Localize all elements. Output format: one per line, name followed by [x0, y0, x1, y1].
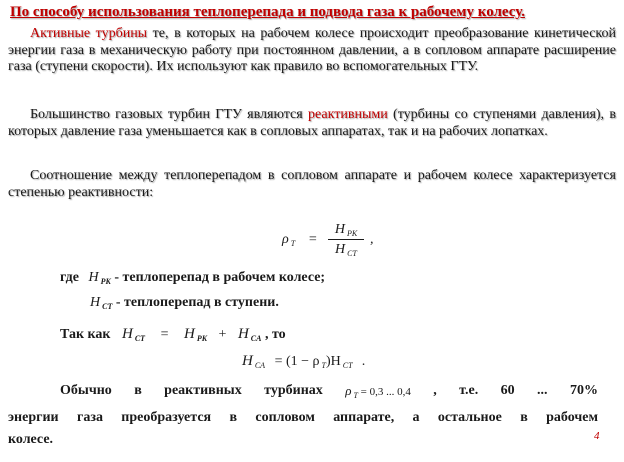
hpk-symbol: H [88, 270, 99, 285]
where-word: где [60, 270, 79, 285]
then-word: , то [264, 327, 286, 342]
hpk-term: H [183, 326, 195, 342]
since-equation [60, 326, 286, 343]
since-word: Так как [60, 327, 111, 342]
hct-term-subscript: CT [134, 334, 146, 343]
hca-term-subscript: CA [250, 334, 262, 343]
hca-ct-subscript: CT [342, 361, 353, 370]
paragraph-reactive-turbines [8, 107, 616, 140]
numerator-symbol: H [334, 222, 345, 237]
hca-subscript: CA [254, 361, 266, 370]
hct-term: H [121, 326, 133, 342]
fraction [328, 222, 364, 258]
active-turbines-term: Активные турбины [30, 26, 148, 41]
reactivity-range [345, 380, 411, 407]
denominator-subscript: CT [347, 249, 357, 258]
word-ie: т.е. [459, 383, 479, 398]
hca-rhs2: )H [325, 354, 341, 369]
range-rho-sub: T [353, 391, 358, 400]
word-reactive: реактивных [164, 383, 242, 398]
numerator-subscript: PK [346, 229, 358, 238]
hca-rho-subscript: T [321, 361, 326, 370]
paragraph-conclusion [8, 380, 598, 451]
hct-subscript: CT [102, 302, 113, 311]
formula-comma: , [370, 232, 374, 247]
plus-sign: + [218, 327, 227, 342]
paragraph-active-turbines [8, 26, 616, 76]
equals-sign: = [308, 232, 318, 247]
hct-symbol: H [90, 295, 101, 310]
hca-formula [242, 353, 366, 370]
comma: , [433, 383, 437, 398]
hca-symbol: H [242, 353, 253, 369]
active-turbines-text: те, в которых на рабочем колесе происходит преобразование кинетической энергии газа в механическую работу при постоянном давлении, а в сопловом аппарате расширение газа (ступени скорости). Их используют как правило во вспомогательных ГТУ. [8, 26, 616, 74]
hpk-term-subscript: PK [196, 334, 208, 343]
percent-low: 60 [500, 383, 515, 398]
conclusion-line-2: энергии газа преобразуется в сопловом аппарате, а остальное в рабочем [8, 410, 598, 425]
hca-end: . [362, 354, 366, 369]
rho-subscript: T [290, 239, 296, 248]
definition-hct [90, 295, 279, 311]
hca-term: H [237, 326, 249, 342]
fraction-bar [328, 239, 364, 240]
since-equals: = [160, 327, 169, 342]
hpk-description: - теплоперепад в рабочем колесе; [114, 270, 326, 285]
page-number: 4 [594, 430, 600, 442]
rho-symbol: ρ [282, 232, 289, 247]
reactive-turbines-term: реактивными [308, 107, 388, 122]
paragraph-reactivity-degree: Соотношение между теплоперепадом в сопловом аппарате и рабочем колесе характеризуется степенью реактивности: [8, 168, 616, 200]
range-rho: ρ [345, 383, 352, 398]
reactive-text-before: Большинство газовых турбин ГТУ являются [30, 107, 309, 122]
reactive-text-after: (турбины со ступенями давления), в которых давление газа уменьшается как в сопловых аппаратах, так и на рабочих лопатках. [8, 107, 616, 139]
conclusion-line-3: колесе. [8, 432, 54, 447]
word-in: в [134, 383, 142, 398]
conclusion-line-1 [8, 380, 598, 407]
word-turbines: турбинах [264, 383, 323, 398]
word-usually: Обычно [60, 383, 112, 398]
hct-description: - теплоперепад в ступени. [115, 295, 279, 310]
hpk-subscript: PK [100, 277, 111, 286]
ellipsis: ... [537, 383, 548, 398]
denominator-symbol: H [335, 242, 346, 257]
slide-title: По способу использования теплоперепада и подвода газа к рабочему колесу. [10, 4, 525, 20]
percent-high: 70% [569, 383, 598, 398]
hca-rhs: = (1 − ρ [274, 354, 320, 369]
range-values: = 0,3 ... 0,4 [360, 386, 411, 398]
definition-hpk [60, 270, 325, 286]
